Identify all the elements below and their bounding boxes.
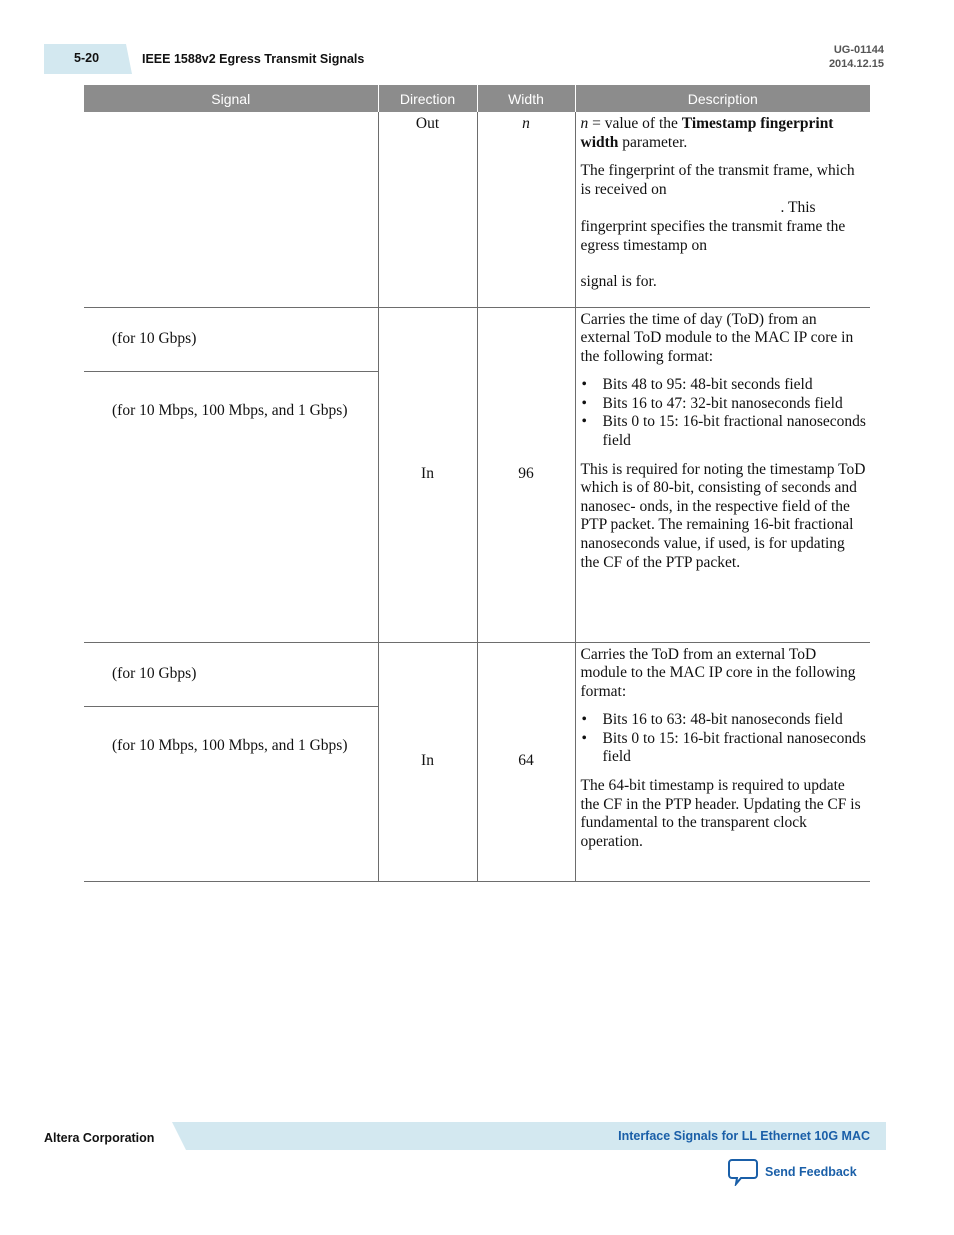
document-id-block (829, 43, 884, 71)
description-paragraph: The fingerprint of the transmit frame, which is received on . This fingerprint specifies the transmit frame the egress timestamp on (580, 162, 855, 254)
list-item: • Bits 16 to 63: 48-bit nanoseconds field (581, 711, 867, 730)
signal-variant-10g: (for 10 Gbps) (84, 643, 378, 707)
footer-section-link[interactable]: Interface Signals for LL Ethernet 10G MAC (618, 1129, 870, 1143)
signal-table (84, 85, 870, 882)
send-feedback-button[interactable] (728, 1158, 857, 1186)
document-date: 2014.12.15 (828, 58, 884, 70)
column-header-width: Width (477, 85, 575, 112)
signal-variant-multispeed: (for 10 Mbps, 100 Mbps, and 1 Gbps) (112, 401, 348, 419)
column-header-description: Description (575, 85, 870, 112)
list-item: • Bits 0 to 15: 16-bit fractional nanoseconds field (581, 413, 867, 450)
page-number: 5-20 (74, 51, 100, 65)
column-header-signal: Signal (84, 85, 378, 112)
bullet-list (581, 711, 867, 767)
list-item: • Bits 16 to 47: 32-bit nanoseconds field (581, 395, 867, 414)
page-header-title: IEEE 1588v2 Egress Transmit Signals (142, 52, 365, 66)
table-row (84, 112, 870, 307)
company-name: Altera Corporation (44, 1131, 155, 1145)
send-feedback-label: Send Feedback (765, 1165, 857, 1179)
table-header-row (84, 85, 870, 112)
table-row (84, 642, 870, 881)
description-paragraph: The 64-bit timestamp is required to update the CF in the PTP header. Updating the CF is fundamental to the transparent clock operation. (580, 777, 861, 850)
description-paragraph: Carries the time of day (ToD) from an external ToD module to the MAC IP core in the following format: (580, 310, 854, 365)
width-cell: 64 (477, 642, 575, 881)
direction-cell: In (378, 642, 477, 881)
document-id: UG-01144 (833, 44, 884, 56)
bullet-list (581, 376, 867, 450)
list-item: • Bits 0 to 15: 16-bit fractional nanoseconds field (581, 730, 867, 767)
table-row (84, 307, 870, 642)
list-item: • Bits 48 to 95: 48-bit seconds field (581, 376, 867, 395)
column-header-direction: Direction (378, 85, 477, 112)
description-paragraph: n = value of the Timestamp fingerprint width parameter. (580, 115, 834, 151)
description-cell (575, 642, 870, 881)
signal-variant-10g: (for 10 Gbps) (84, 308, 378, 372)
speech-bubble-icon (728, 1158, 758, 1186)
description-cell (575, 112, 870, 307)
direction-cell: Out (378, 112, 477, 307)
description-paragraph: This is required for noting the timestamp ToD which is of 80-bit, consisting of seconds and nanosec- onds, in the respective field of the PTP packet. The remaining 16-bit fractional nanoseconds value, if used, is for updating the CF of the PTP packet. (580, 460, 866, 571)
width-cell: 96 (477, 307, 575, 642)
width-cell: n (477, 112, 575, 307)
description-paragraph: signal is for. (580, 273, 657, 291)
signal-variant-multispeed: (for 10 Mbps, 100 Mbps, and 1 Gbps) (112, 736, 348, 754)
signal-cell (84, 307, 378, 642)
signal-cell (84, 642, 378, 881)
signal-cell (84, 112, 378, 307)
description-paragraph: Carries the ToD from an external ToD module to the MAC IP core in the following format: (580, 645, 856, 700)
direction-cell: In (378, 307, 477, 642)
description-cell (575, 307, 870, 642)
